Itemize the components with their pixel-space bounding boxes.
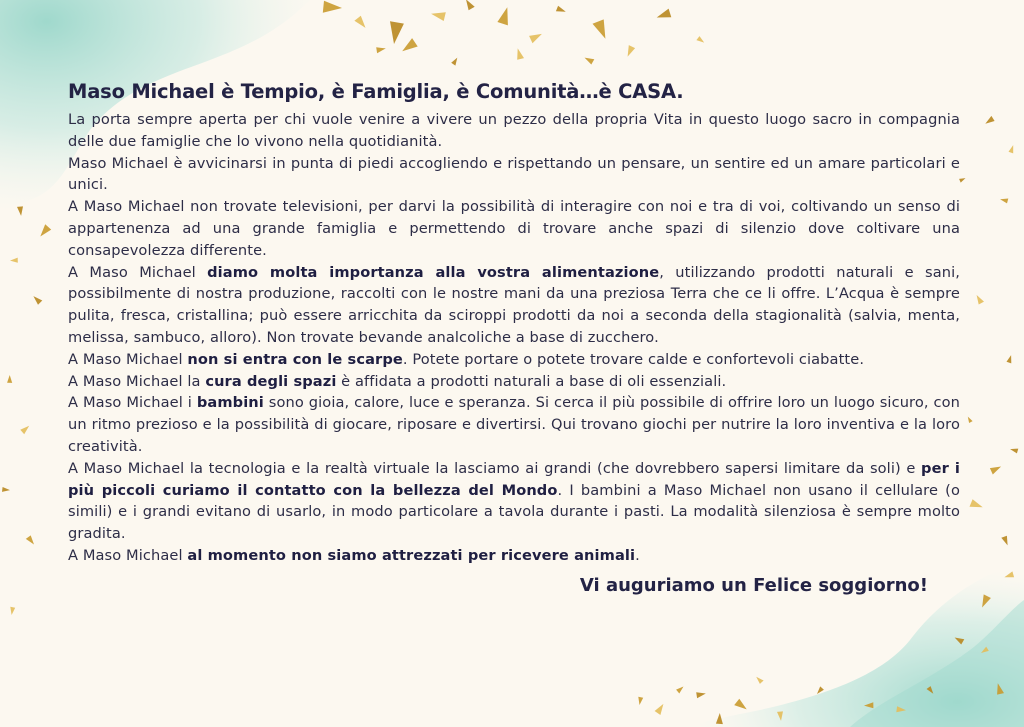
confetti-piece — [556, 6, 566, 12]
paragraph — [68, 153, 960, 197]
bold-text: per i più piccoli curiamo il contatto con la bellezza del Mondo — [68, 459, 960, 499]
confetti-piece — [628, 45, 636, 57]
confetti-piece — [17, 206, 23, 216]
confetti-piece — [323, 1, 342, 13]
closing-greeting: Vi auguriamo un Felice soggiorno! — [579, 574, 928, 596]
confetti-piece — [638, 697, 643, 705]
confetti-piece — [1001, 536, 1007, 546]
confetti-piece — [696, 692, 706, 698]
paragraph — [68, 196, 960, 261]
confetti-piece — [497, 7, 508, 25]
text-span: è affidata a prodotti naturali a base di oli essenziali. — [336, 372, 727, 390]
confetti-piece — [1000, 199, 1008, 204]
confetti-piece — [376, 47, 386, 53]
confetti-piece — [2, 487, 10, 492]
text-span: A Maso Michael non trovate televisioni, per darvi la possibilità di interagire con noi e tra di voi, coltivando un senso di appartenenza ad una grande famiglia e permettendo di trovare anche spazi di silenzio dove coltivare una consapevolezza differente. — [68, 198, 960, 259]
confetti-piece — [10, 607, 15, 615]
confetti-piece — [990, 467, 1001, 475]
paragraph — [68, 545, 960, 567]
confetti-piece — [402, 38, 418, 51]
confetti-piece — [657, 9, 672, 18]
text-span: A Maso Michael — [68, 263, 208, 281]
bold-text: non si entra con le scarpe — [187, 350, 403, 368]
confetti-piece — [10, 258, 18, 263]
confetti-piece — [1007, 355, 1012, 363]
text-span: A Maso Michael la tecnologia e la realtà virtuale la lasciamo ai grandi (che dovrebbero sapersi limitare da soli) e — [68, 459, 922, 477]
text-span: , utilizzando prodotti naturali e sani, possibilmente di nostra produzione, raccolti con le nostre mani da una preziosa Terra che ce li offre. L’Acqua è sempre pulita, fresca, cristallina; può essere arricchita da sciroppi prodotti da noi a seconda della stagionalità (salvia, menta, melissa, sambuco, alloro). Non trovate bevande analcoliche a base di zucchero. — [68, 263, 960, 346]
confetti-piece — [7, 375, 12, 383]
paragraph — [68, 371, 960, 393]
confetti-piece — [756, 677, 763, 684]
confetti-piece — [676, 687, 683, 694]
confetti-piece — [1010, 449, 1018, 454]
text-span: . Potete portare o potete trovare calde e confortevoli ciabatte. — [402, 350, 865, 368]
confetti-piece — [593, 19, 606, 38]
text-span: A Maso Michael la — [68, 372, 206, 390]
confetti-piece — [33, 296, 42, 305]
main-content — [68, 80, 960, 596]
page-title: Maso Michael è Tempio, è Famiglia, è Comunità…è CASA. — [68, 80, 684, 103]
confetti-piece — [431, 12, 446, 21]
confetti-piece — [466, 0, 475, 10]
confetti-piece — [585, 58, 595, 65]
text-span: . — [635, 546, 640, 564]
text-span: sono gioia, calore, luce e speranza. Si cerca il più possibile di offrire loro un luogo sicuro, con un ritmo prezioso e la possibilità di giocare, riposare e divertirsi. Qui trovano giochi per nutrire la loro inventiva e la loro creatività. — [68, 394, 960, 455]
confetti-piece — [517, 48, 524, 59]
confetti-piece — [655, 704, 664, 715]
confetti-piece — [1009, 145, 1014, 153]
text-span: Maso Michael è avvicinarsi in punta di piedi accogliendo e rispettando un pensare, un sentire ed un amare particolari e unici. — [68, 154, 960, 194]
confetti-piece — [734, 699, 747, 710]
confetti-piece — [390, 21, 404, 44]
paragraph — [68, 109, 960, 153]
paragraph — [68, 262, 960, 349]
confetti-piece — [354, 16, 365, 28]
confetti-piece — [985, 116, 994, 124]
confetti-piece — [696, 36, 704, 43]
confetti-piece — [20, 426, 29, 435]
text-span: A Maso Michael — [68, 350, 188, 368]
bold-text: al momento non siamo attrezzati per ricevere animali — [187, 546, 636, 564]
confetti-piece — [40, 224, 51, 236]
paragraph — [68, 458, 960, 545]
text-span: . I bambini a Maso Michael non usano il cellulare (o simili) e i grandi evitano di usarlo, in modo particolare a tavola durante i pasti. La modalità silenziosa è sempre molto gradita. — [68, 481, 960, 543]
confetti-piece — [977, 295, 984, 305]
confetti-piece — [970, 499, 983, 507]
paragraph — [68, 349, 960, 371]
bold-text: bambini — [196, 394, 264, 412]
text-span: A Maso Michael — [68, 546, 188, 564]
confetti-piece — [26, 535, 34, 544]
confetti-piece — [959, 178, 965, 183]
confetti-piece — [968, 417, 973, 423]
body-paragraphs — [68, 109, 960, 567]
text-span: A Maso Michael i — [68, 394, 197, 412]
bold-text: cura degli spazi — [205, 372, 337, 390]
confetti-piece — [451, 58, 457, 66]
text-span: La porta sempre aperta per chi vuole venire a vivere un pezzo della propria Vita in questo luogo sacro in compagnia delle due famiglie che lo vivono nella quotidianità. — [68, 111, 960, 150]
confetti-piece — [529, 34, 542, 43]
paragraph — [68, 392, 960, 457]
bold-text: diamo molta importanza alla vostra alimentazione — [207, 263, 660, 281]
